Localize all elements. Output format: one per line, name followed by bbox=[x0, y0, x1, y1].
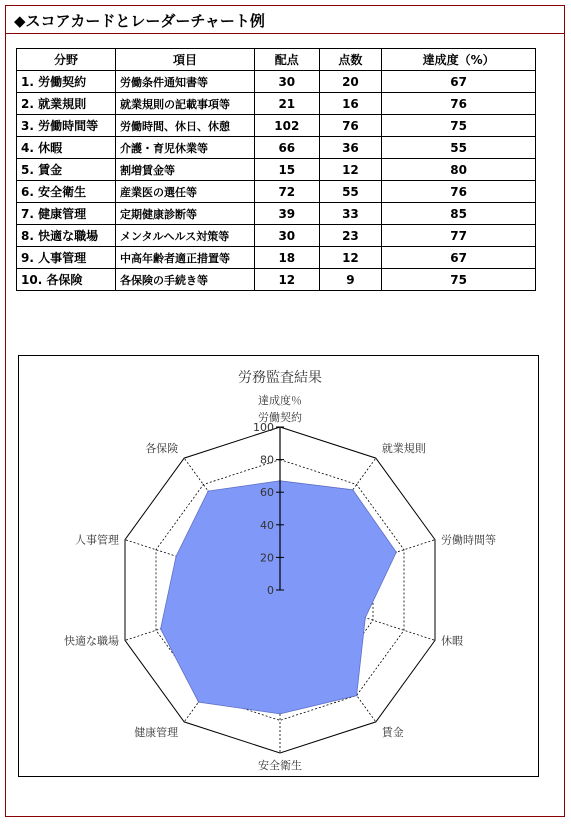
cell-achievement: 85 bbox=[382, 203, 536, 225]
radar-data-point bbox=[395, 551, 397, 553]
cell-score: 9 bbox=[319, 269, 382, 291]
radar-category-label: 休暇 bbox=[441, 634, 464, 648]
radar-data-point bbox=[175, 555, 177, 557]
cell-achievement: 80 bbox=[382, 159, 536, 181]
column-header-item: 項目 bbox=[116, 49, 255, 71]
cell-achievement: 76 bbox=[382, 181, 536, 203]
cell-allocated: 102 bbox=[255, 115, 320, 137]
radar-category-label: 賃金 bbox=[381, 725, 404, 739]
radar-tick-label: 20 bbox=[260, 551, 274, 565]
cell-achievement: 67 bbox=[382, 247, 536, 269]
table-row bbox=[17, 247, 536, 269]
cell-achievement: 55 bbox=[382, 137, 536, 159]
cell-field: 10. 各保険 bbox=[17, 269, 116, 291]
header-bar bbox=[6, 6, 564, 34]
radar-category-label: 快適な職場 bbox=[63, 634, 119, 648]
cell-allocated: 30 bbox=[255, 225, 320, 247]
cell-score: 33 bbox=[319, 203, 382, 225]
cell-item: 労働条件通知書等 bbox=[116, 71, 255, 93]
table-row bbox=[17, 115, 536, 137]
cell-allocated: 21 bbox=[255, 93, 320, 115]
cell-score: 76 bbox=[319, 115, 382, 137]
cell-field: 5. 賃金 bbox=[17, 159, 116, 181]
table-row bbox=[17, 93, 536, 115]
cell-allocated: 15 bbox=[255, 159, 320, 181]
cell-item: 介護・育児休業等 bbox=[116, 137, 255, 159]
radar-data-point bbox=[207, 490, 209, 492]
table-row bbox=[17, 203, 536, 225]
column-header-field: 分野 bbox=[17, 49, 116, 71]
table-row bbox=[17, 137, 536, 159]
cell-field: 6. 安全衛生 bbox=[17, 181, 116, 203]
radar-tick-label: 0 bbox=[267, 584, 274, 597]
radar-data-point bbox=[198, 701, 200, 703]
radar-category-label: 人事管理 bbox=[74, 533, 119, 547]
table-row bbox=[17, 269, 536, 291]
cell-score: 12 bbox=[319, 159, 382, 181]
radar-axis-label: 達成度％ bbox=[258, 394, 302, 407]
radar-category-label: 就業規則 bbox=[381, 442, 426, 456]
cell-score: 20 bbox=[319, 71, 382, 93]
page-title: ◆スコアカードとレーダーチャート例 bbox=[14, 12, 265, 30]
radar-chart-box bbox=[18, 355, 539, 777]
radar-tick-label: 60 bbox=[260, 486, 274, 500]
cell-achievement: 67 bbox=[382, 71, 536, 93]
cell-allocated: 39 bbox=[255, 203, 320, 225]
table-row bbox=[17, 181, 536, 203]
cell-allocated: 72 bbox=[255, 181, 320, 203]
radar-data-point bbox=[160, 628, 162, 630]
table-row bbox=[17, 71, 536, 93]
cell-score: 23 bbox=[319, 225, 382, 247]
cell-item: 労働時間、休日、休憩 bbox=[116, 115, 255, 137]
radar-category-label: 各保険 bbox=[145, 442, 179, 456]
column-header-score: 点数 bbox=[319, 49, 382, 71]
column-header-allocated: 配点 bbox=[255, 49, 320, 71]
cell-item: 中高年齢者適正措置等 bbox=[116, 247, 255, 269]
radar-data-point bbox=[364, 617, 366, 619]
radar-data-area bbox=[161, 481, 397, 714]
table-row bbox=[17, 159, 536, 181]
cell-item: 割増賃金等 bbox=[116, 159, 255, 181]
cell-item: 定期健康診断等 bbox=[116, 203, 255, 225]
cell-item: 産業医の選任等 bbox=[116, 181, 255, 203]
radar-tick-label: 40 bbox=[260, 518, 274, 532]
column-header-achievement: 達成度（%） bbox=[382, 49, 536, 71]
radar-data-point bbox=[356, 695, 358, 697]
cell-item: メンタルヘルス対策等 bbox=[116, 225, 255, 247]
cell-score: 55 bbox=[319, 181, 382, 203]
cell-field: 1. 労働契約 bbox=[17, 71, 116, 93]
cell-score: 36 bbox=[319, 137, 382, 159]
chart-title: 労務監査結果 bbox=[238, 370, 322, 386]
radar-category-label: 労働契約 bbox=[258, 411, 302, 424]
cell-score: 16 bbox=[319, 93, 382, 115]
cell-achievement: 77 bbox=[382, 225, 536, 247]
cell-achievement: 76 bbox=[382, 93, 536, 115]
cell-item: 就業規則の記載事項等 bbox=[116, 93, 255, 115]
radar-data-point bbox=[279, 713, 281, 715]
cell-field: 9. 人事管理 bbox=[17, 247, 116, 269]
cell-field: 4. 休暇 bbox=[17, 137, 116, 159]
radar-tick-label: 100 bbox=[253, 421, 274, 434]
table-row bbox=[17, 225, 536, 247]
cell-allocated: 30 bbox=[255, 71, 320, 93]
radar-category-label: 労働時間等 bbox=[441, 533, 497, 547]
radar-chart bbox=[19, 356, 538, 776]
cell-field: 7. 健康管理 bbox=[17, 203, 116, 225]
cell-item: 各保険の手続き等 bbox=[116, 269, 255, 291]
cell-achievement: 75 bbox=[382, 269, 536, 291]
cell-allocated: 66 bbox=[255, 137, 320, 159]
radar-data-point bbox=[352, 489, 354, 491]
table-header-row bbox=[17, 49, 536, 71]
cell-achievement: 75 bbox=[382, 115, 536, 137]
radar-category-label: 安全衛生 bbox=[258, 759, 302, 772]
radar-category-label: 健康管理 bbox=[134, 725, 179, 739]
cell-field: 2. 就業規則 bbox=[17, 93, 116, 115]
cell-score: 12 bbox=[319, 247, 382, 269]
cell-allocated: 12 bbox=[255, 269, 320, 291]
radar-tick-label: 80 bbox=[260, 453, 274, 467]
cell-field: 8. 快適な職場 bbox=[17, 225, 116, 247]
cell-field: 3. 労働時間等 bbox=[17, 115, 116, 137]
cell-allocated: 18 bbox=[255, 247, 320, 269]
score-table bbox=[16, 48, 536, 291]
